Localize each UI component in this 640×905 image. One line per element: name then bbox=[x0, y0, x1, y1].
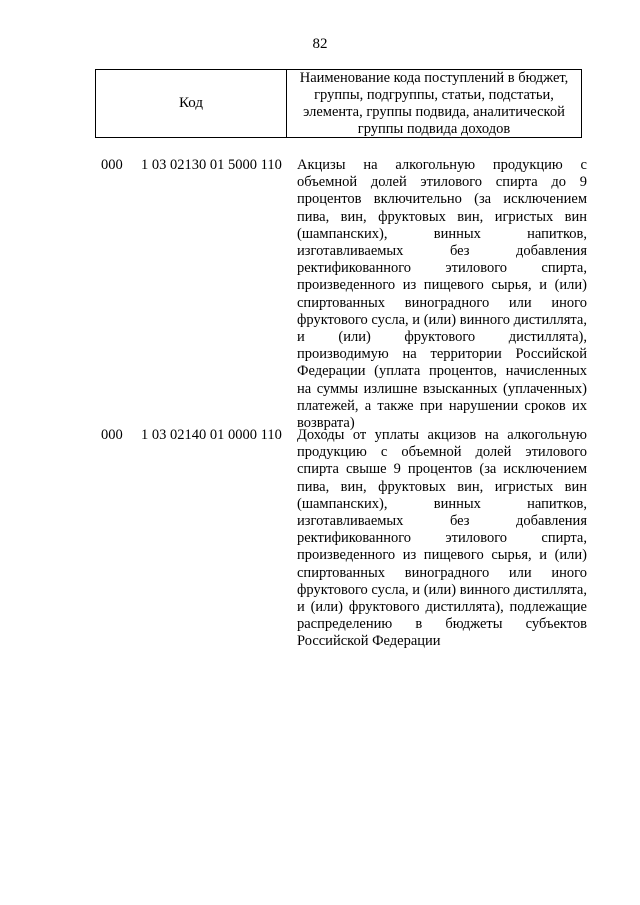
kbk-code: 1 03 02130 01 5000 110 bbox=[141, 157, 282, 173]
admin-code: 000 bbox=[101, 157, 123, 173]
header-name-cell: Наименование кода поступлений в бюджет, группы, подгруппы, статьи, подстатьи, элемента, группы подвида, аналитической группы подвида доходов bbox=[299, 69, 569, 137]
row-description: Доходы от уплаты акцизов на алкогольную продукцию с объемной долей этилового спирта свыше 9 процентов (за исключением пива, вин, фруктовых вин, игристых вин (шампанских), винных напитков, изготавливаемых без добавления ректификованного этилового спирта, произведенного из пищевого сырья, и (или) спиртованных виноградного или иного фруктового сусла, и (или) винного дистиллята, и (или) фруктового дистиллята), подлежащие распределению в бюджеты субъектов Российской Федерации bbox=[297, 427, 587, 650]
table-header bbox=[95, 69, 582, 138]
admin-code: 000 bbox=[101, 427, 123, 443]
row-description: Акцизы на алкогольную продукцию с объемной долей этилового спирта до 9 процентов включительно (за исключением пива, вин, фруктовых вин, игристых вин (шампанских), винных напитков, изготавливаемых без добавления ректификованного этилового спирта, произведенного из пищевого сырья, и (или) спиртованных виноградного или иного фруктового сусла, и (или) винного дистиллята, и (или) фруктового дистиллята), производимую на территории Российской Федерации (уплата процентов, начисленных на суммы излишне взысканных (уплаченных) платежей, а также при нарушении сроков их возврата) bbox=[297, 157, 587, 432]
page-number: 82 bbox=[312, 36, 328, 52]
kbk-code: 1 03 02140 01 0000 110 bbox=[141, 427, 282, 443]
header-code-cell: Код bbox=[96, 70, 287, 137]
